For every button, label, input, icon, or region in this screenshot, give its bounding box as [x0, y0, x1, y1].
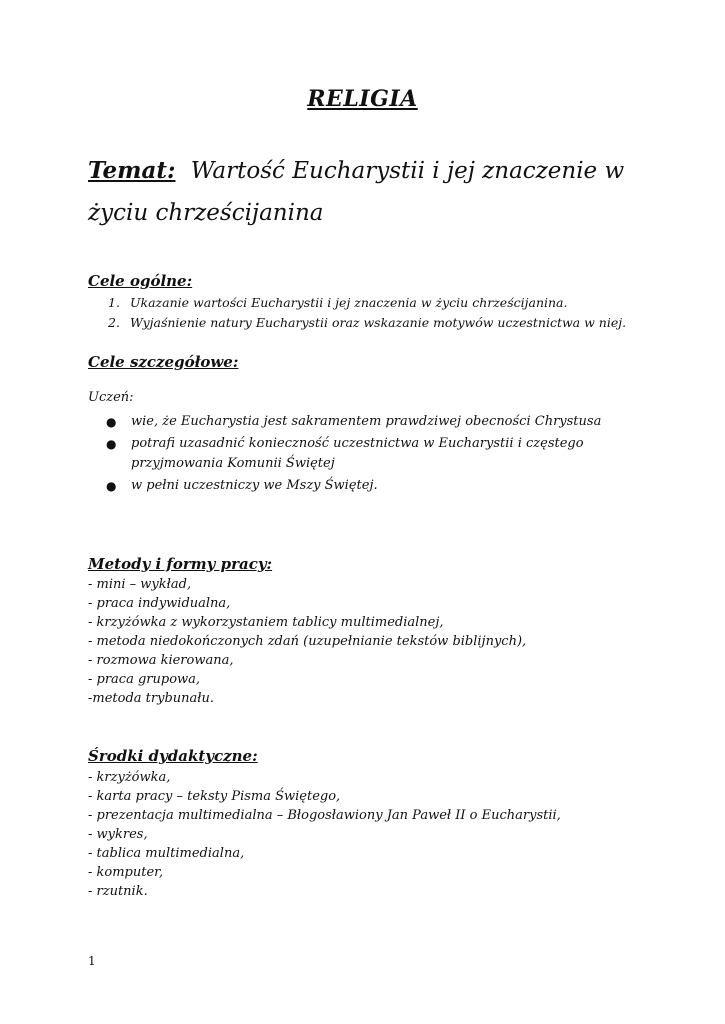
list-item: - praca indywidualna, [88, 596, 231, 611]
specific-goals-list [106, 412, 626, 498]
list-item: 2. Wyjaśnienie natury Eucharystii oraz wskazanie motywów uczestnictwa w niej. [108, 315, 627, 330]
list-item: - praca grupowa, [88, 672, 201, 687]
bullet-icon: ● [106, 415, 117, 429]
aids-list [88, 768, 561, 901]
methods-heading: Metody i formy pracy: [88, 555, 273, 573]
lesson-topic [88, 150, 668, 234]
document-title: RELIGIA [307, 86, 418, 112]
topic-text: Wartość Eucharystii i jej znaczenie w życiu chrześcijanina [88, 158, 625, 226]
methods-list [88, 575, 526, 708]
aids-heading: Środki dydaktyczne: [88, 747, 258, 765]
list-item: - metoda niedokończonych zdań (uzupełnianie tekstów biblijnych), [88, 634, 527, 649]
specific-goals-intro: Uczeń: [88, 390, 134, 405]
list-item: ● potrafi uzasadnić konieczność uczestnictwa w Eucharystii i częstego przyjmowania Komunii Świętej [106, 436, 584, 471]
list-item: - wykres, [88, 827, 148, 842]
list-item: ● w pełni uczestniczy we Mszy Świętej. [106, 476, 626, 496]
list-item: -metoda trybunału. [88, 691, 214, 706]
list-item: ● wie, że Eucharystia jest sakramentem prawdziwej obecności Chrystusa [106, 412, 626, 432]
list-item: - rozmowa kierowana, [88, 653, 234, 668]
bullet-icon: ● [106, 479, 117, 493]
list-item: - karta pracy – teksty Pisma Świętego, [88, 789, 341, 804]
list-item: - rzutnik. [88, 884, 148, 899]
list-item: - krzyżówka z wykorzystaniem tablicy multimedialnej, [88, 615, 444, 630]
topic-label: Temat: [88, 157, 176, 184]
list-item: - mini – wykład, [88, 577, 192, 592]
list-item: - komputer, [88, 865, 164, 880]
general-goals-heading: Cele ogólne: [88, 272, 193, 290]
specific-goals-heading: Cele szczegółowe: [88, 353, 239, 371]
list-item: - krzyżówka, [88, 770, 171, 785]
general-goals-list [108, 293, 626, 333]
page-number: 1 [88, 954, 96, 968]
list-item: - tablica multimedialna, [88, 846, 245, 861]
list-item: 1. Ukazanie wartości Eucharystii i jej znaczenia w życiu chrześcijanina. [108, 295, 568, 310]
list-item: - prezentacja multimedialna – Błogosławiony Jan Paweł II o Eucharystii, [88, 808, 561, 823]
bullet-icon: ● [106, 437, 117, 451]
